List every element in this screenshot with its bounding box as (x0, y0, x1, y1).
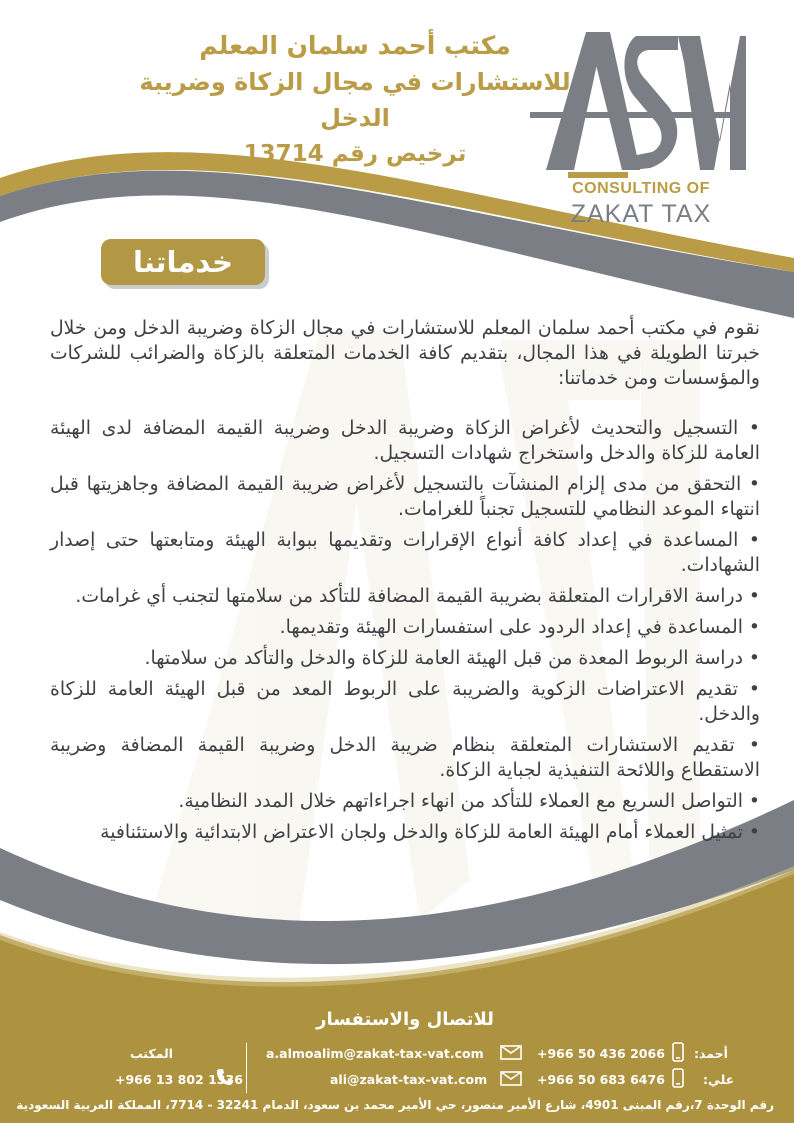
service-item: • دراسة الربوط المعدة من قبل الهيئة العامة للزكاة والدخل والتأكد من سلامتها. (144, 648, 760, 669)
ahmed-label: أحمد: (694, 1046, 728, 1061)
ahmed-email[interactable]: a.almoalim@zakat-tax-vat.com (266, 1046, 484, 1061)
ali-label: علي: (703, 1072, 735, 1087)
service-item: • التسجيل والتحديث لأغراض الزكاة وضريبة الدخل وضريبة القيمة المضافة لدى الهيئة العامة للزكاة والدخل واستخراج شهادات التسجيل. (50, 418, 760, 464)
office-specialty: للاستشارات في مجال الزكاة وضريبة الدخل (139, 68, 571, 132)
office-name: مكتب أحمد سلمان المعلم (199, 31, 511, 60)
contact-title: للاتصال والاستفسار (316, 1009, 494, 1030)
services-content (50, 316, 760, 851)
service-item: • تمثيل العملاء أمام الهيئة العامة للزكاة والدخل ولجان الاعتراض الابتدائية والاستئنافية (100, 822, 760, 843)
email-icon (500, 1044, 522, 1060)
service-item: • المساعدة في إعداد كافة أنواع الإقرارات وتقديمها ببوابة الهيئة ومتابعتها حتى إصدار الشهادات. (50, 530, 760, 576)
services-badge: خدماتنا (101, 239, 265, 285)
service-item: • تقديم الاستشارات المتعلقة بنظام ضريبة الدخل وضريبة القيمة المضافة وضريبة الاستقطاع واللائحة التنفيذية لجباية الزكاة. (50, 735, 760, 781)
service-item: • تقديم الاعتراضات الزكوية والضريبة على الربوط المعد من قبل الهيئة العامة للزكاة والدخل. (50, 679, 760, 725)
service-item: • التواصل السريع مع العملاء للتأكد من انهاء اجراءاتهم خلال المدد النظامية. (178, 791, 760, 812)
office-phone[interactable]: +966 13 802 1336 (115, 1072, 243, 1087)
ahmed-phone[interactable]: +966 50 436 2066 (537, 1046, 665, 1061)
office-address: رقم الوحدة 7،رقم المبنى 4901، شارع الأمير منصور، حي الأمير محمد بن سعود، الدمام 32241 - 7714، المملكة العربية السعودية (16, 1098, 774, 1112)
intro-paragraph: نقوم في مكتب أحمد سلمان المعلم للاستشارات في مجال الزكاة وضريبة الدخل ومن خلال خبرتنا الطويلة في هذا المجال، بتقديم كافة الخدمات المتعلقة بالزكاة والضرائب للشركات والمؤسسات ومن خدماتنا: (50, 318, 760, 389)
license-number: ترخيص رقم 13714 (243, 141, 467, 167)
phone-icon (672, 1042, 684, 1062)
office-header (130, 28, 580, 172)
phone-icon (672, 1068, 684, 1088)
office-label: المكتب (130, 1046, 173, 1061)
logo-caption-consulting: CONSULTING OF (572, 180, 710, 197)
ali-phone[interactable]: +966 50 683 6476 (537, 1072, 665, 1087)
service-item: • دراسة الاقرارات المتعلقة بضريبة القيمة المضافة للتأكد من سلامتها لتجنب أي غرامات. (75, 586, 760, 607)
ali-email[interactable]: ali@zakat-tax-vat.com (330, 1072, 488, 1087)
telephone-icon (216, 1068, 232, 1086)
footer-divider (246, 1043, 247, 1093)
service-item: • التحقق من مدى إلزام المنشآت بالتسجيل لأغراض ضريبة القيمة المضافة وجاهزيتها قبل انتهاء الموعد النظامي للتسجيل تجنباً للغرامات. (50, 474, 760, 520)
logo-caption-zakat-tax: ZAKAT TAX (570, 200, 712, 228)
service-item: • المساعدة في إعداد الردود على استفسارات الهيئة وتقديمها. (279, 617, 760, 638)
email-icon (500, 1070, 522, 1086)
